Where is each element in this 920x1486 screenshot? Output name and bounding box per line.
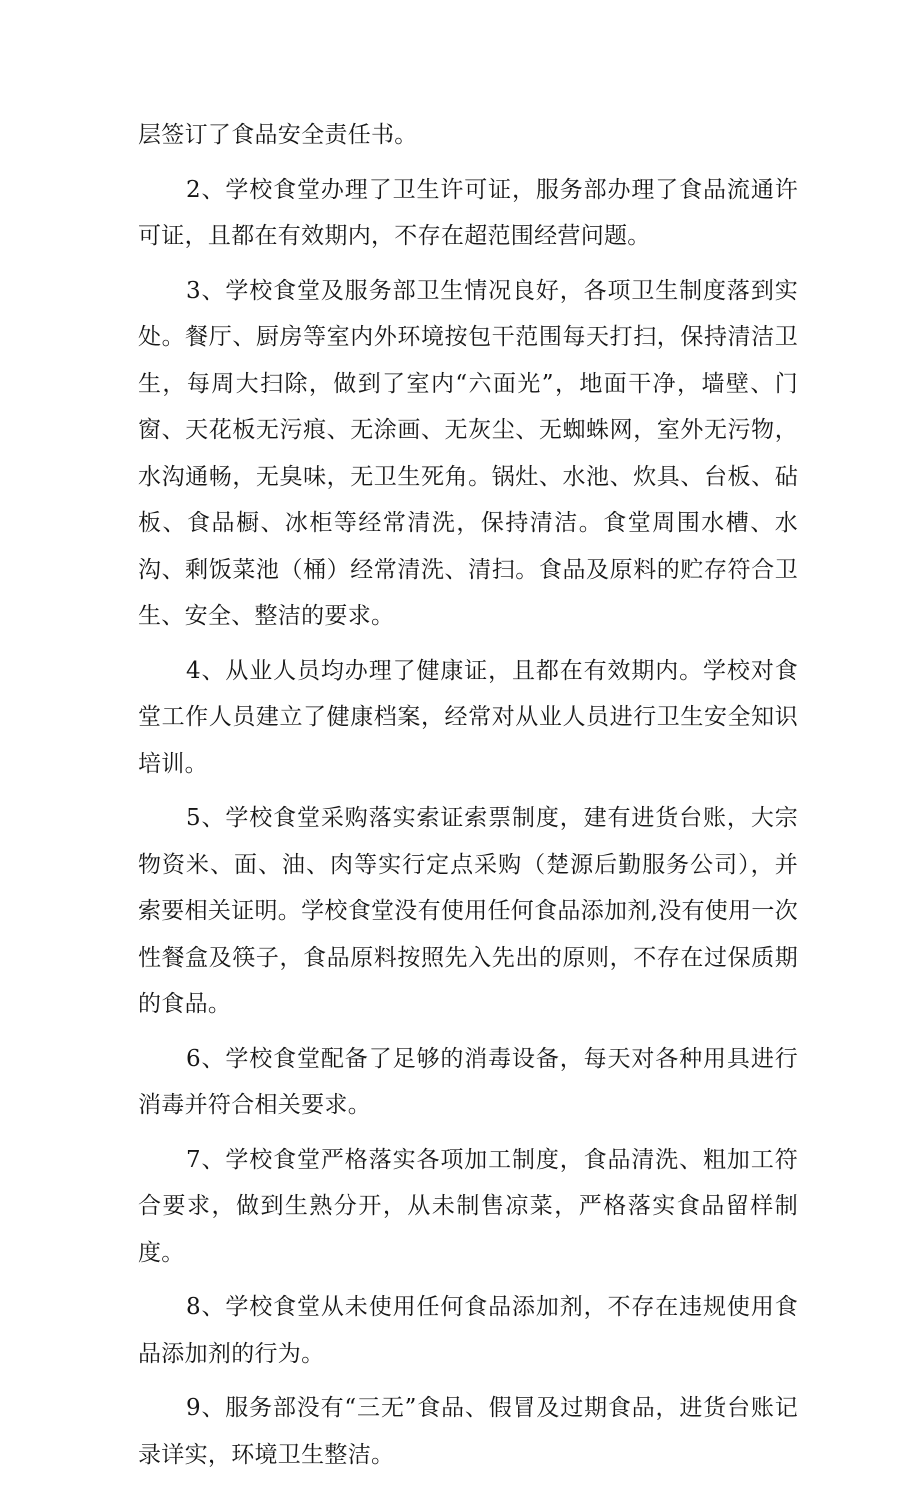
paragraph-item-2: 2、学校食堂办理了卫生许可证，服务部办理了食品流通许可证，且都在有效期内，不存在超范围经营问题。 <box>138 176 798 249</box>
paragraph-item-8: 8、学校食堂从未使用任何食品添加剂，不存在违规使用食品添加剂的行为。 <box>138 1294 798 1367</box>
paragraph-continuation: 层签订了食品安全责任书。 <box>138 122 418 148</box>
document-body <box>138 112 798 1486</box>
paragraph-item-9: 9、服务部没有“三无”食品、假冒及过期食品，进货台账记录详实，环境卫生整洁。 <box>138 1395 798 1468</box>
paragraph-item-7: 7、学校食堂严格落实各项加工制度，食品清洗、粗加工符合要求，做到生熟分开，从未制售凉菜，严格落实食品留样制度。 <box>138 1146 798 1266</box>
paragraph-item-4: 4、从业人员均办理了健康证，且都在有效期内。学校对食堂工作人员建立了健康档案，经常对从业人员进行卫生安全知识培训。 <box>138 657 798 777</box>
paragraph-item-3: 3、学校食堂及服务部卫生情况良好，各项卫生制度落到实处。餐厅、厨房等室内外环境按包干范围每天打扫，保持清洁卫生，每周大扫除，做到了室内“六面光”，地面干净，墙壁、门窗、天花板无污痕、无涂画、无灰尘、无蜘蛛网，室外无污物，水沟通畅，无臭味，无卫生死角。锅灶、水池、炊具、台板、砧板、食品橱、冰柜等经常清洗，保持清洁。食堂周围水槽、水沟、剩饭菜池（桶）经常清洗、清扫。食品及原料的贮存符合卫生、安全、整洁的要求。 <box>138 277 798 629</box>
paragraph-item-6: 6、学校食堂配备了足够的消毒设备，每天对各种用具进行消毒并符合相关要求。 <box>138 1045 798 1118</box>
paragraph-item-5: 5、学校食堂采购落实索证索票制度，建有进货台账，大宗物资米、面、油、肉等实行定点采购（楚源后勤服务公司），并索要相关证明。学校食堂没有使用任何食品添加剂,没有使用一次性餐盒及筷子，食品原料按照先入先出的原则，不存在过保质期的食品。 <box>138 805 799 1017</box>
